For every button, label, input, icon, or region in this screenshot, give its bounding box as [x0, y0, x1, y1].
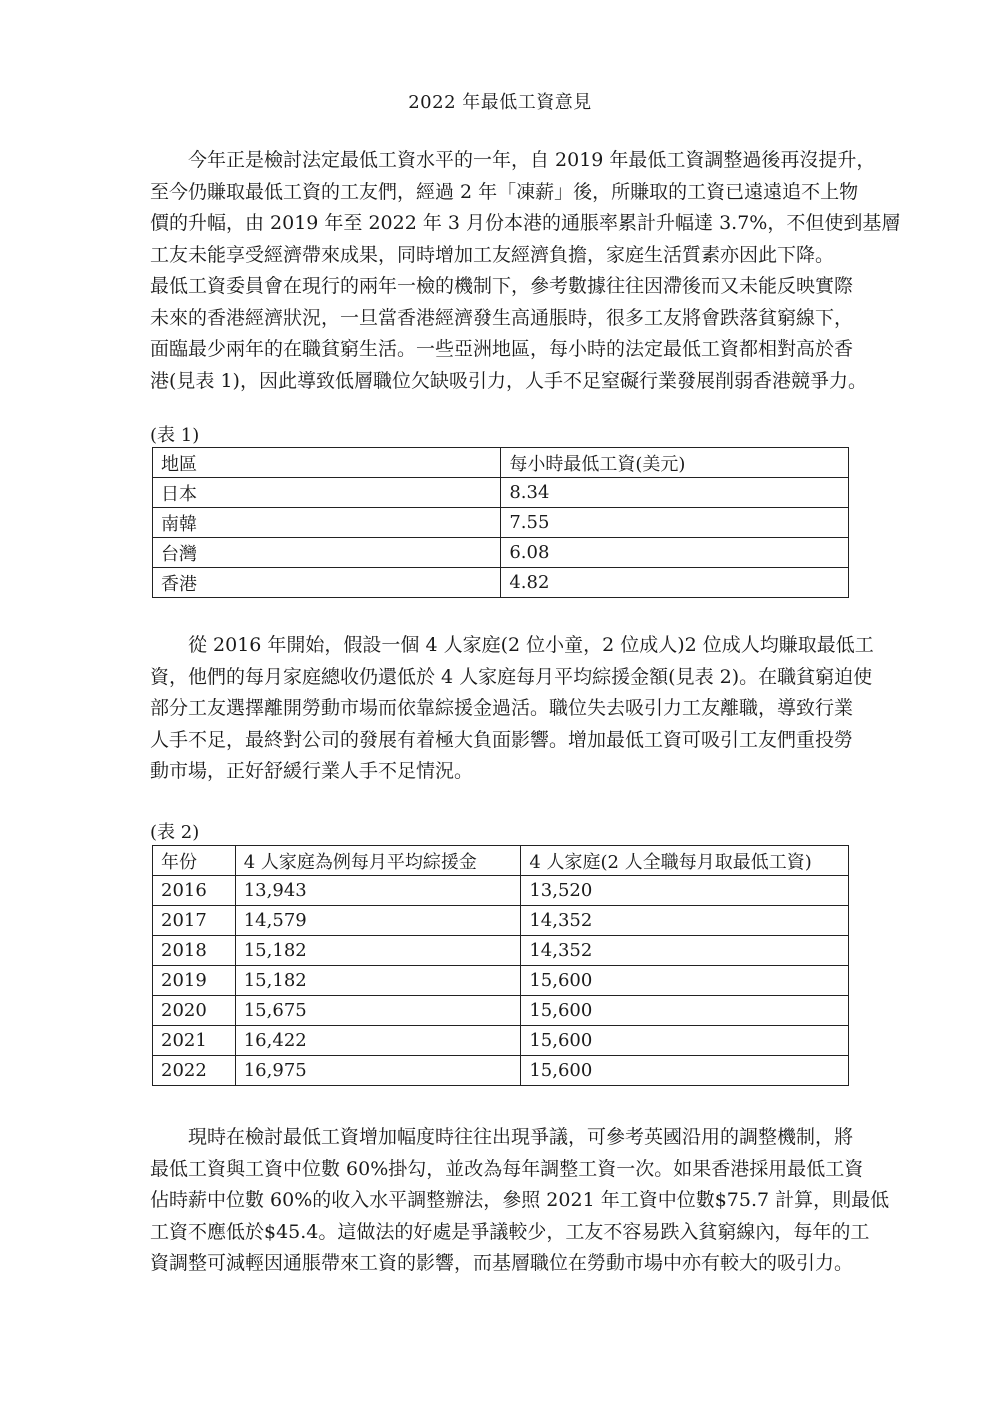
- table-row: [153, 966, 849, 996]
- table-cell: 2020: [153, 996, 236, 1026]
- table-cell: 2019: [153, 966, 236, 996]
- table-cell: 香港: [153, 568, 501, 598]
- text-line: 資，他們的每月家庭總收仍還低於 4 人家庭每月平均綜援金額(見表 2)。在職貧窮迫使: [150, 665, 873, 688]
- text-line: 從 2016 年開始，假設一個 4 人家庭(2 位小童，2 位成人)2 位成人均賺取最低工: [150, 634, 874, 656]
- table2-cssa-vs-min-wage: [152, 845, 849, 1086]
- table-cell: 台灣: [153, 538, 501, 568]
- table-row: [153, 508, 849, 538]
- text-line: 至今仍賺取最低工資的工友們，經過 2 年「凍薪」後，所賺取的工資已遠遠追不上物: [150, 180, 859, 203]
- text-line: 最低工資委員會在現行的兩年一檢的機制下，參考數據往往因滯後而又未能反映實際: [150, 275, 854, 297]
- table1-min-wage-by-region: [152, 447, 849, 598]
- table-cell: 2017: [153, 906, 236, 936]
- table-header-row: [153, 846, 849, 876]
- table-cell: 15,600: [521, 966, 849, 996]
- table-cell: 15,600: [521, 1056, 849, 1086]
- table-row: [153, 936, 849, 966]
- table-cell: 南韓: [153, 508, 501, 538]
- table-cell: 13,520: [521, 876, 849, 906]
- table-header-row: [153, 448, 849, 478]
- table-cell: 7.55: [501, 508, 849, 538]
- text-line: 港(見表 1)，因此導致低層職位欠缺吸引力，人手不足窒礙行業發展削弱香港競爭力。: [150, 369, 867, 392]
- table-cell: 14,352: [521, 936, 849, 966]
- text-line: 工友未能享受經濟帶來成果，同時增加工友經濟負擔，家庭生活質素亦因此下降。: [150, 243, 835, 266]
- table-cell: 15,600: [521, 996, 849, 1026]
- table-header-cell: 年份: [153, 846, 236, 876]
- table-cell: 16,975: [235, 1056, 521, 1086]
- table-cell: 14,579: [235, 906, 521, 936]
- table-cell: 2016: [153, 876, 236, 906]
- text-line: 價的升幅，由 2019 年至 2022 年 3 月份本港的通脹率累計升幅達 3.7%，不但使到基層: [150, 212, 901, 234]
- table-header-cell: 地區: [153, 448, 501, 478]
- table-row: [153, 568, 849, 598]
- table-header-cell: 4 人家庭為例每月平均綜援金: [235, 846, 521, 876]
- table-row: [153, 906, 849, 936]
- table-row: [153, 1026, 849, 1056]
- document-title: 2022 年最低工資意見: [408, 92, 592, 113]
- text-line: 動市場，正好舒緩行業人手不足情況。: [150, 760, 474, 782]
- table-cell: 6.08: [501, 538, 849, 568]
- table-row: [153, 538, 849, 568]
- table-cell: 2018: [153, 936, 236, 966]
- table-cell: 13,943: [235, 876, 521, 906]
- table-cell: 16,422: [235, 1026, 521, 1056]
- text-line: 佔時薪中位數 60%的收入水平調整辦法，參照 2021 年工資中位數$75.7 計算，則最低: [150, 1189, 890, 1211]
- table2-caption: (表 2): [150, 822, 200, 843]
- table-header-cell: 4 人家庭(2 人全職每月取最低工資): [521, 846, 849, 876]
- table-row: [153, 478, 849, 508]
- text-line: 資調整可減輕因通脹帶來工資的影響，而基層職位在勞動市場中亦有較大的吸引力。: [150, 1252, 854, 1274]
- text-line: 工資不應低於$45.4。這做法的好處是爭議較少，工友不容易跌入貧窮線內，每年的工: [150, 1220, 870, 1243]
- text-line: 現時在檢討最低工資增加幅度時往往出現爭議，可參考英國沿用的調整機制，將: [150, 1126, 854, 1148]
- table-row: [153, 876, 849, 906]
- table-cell: 2022: [153, 1056, 236, 1086]
- text-line: 未來的香港經濟狀況，一旦當香港經濟發生高通脹時，很多工友將會跌落貧窮線下，: [150, 306, 854, 329]
- table-cell: 2021: [153, 1026, 236, 1056]
- text-line: 部分工友選擇離開勞動市場而依靠綜援金過活。職位失去吸引力工友離職，導致行業: [150, 697, 854, 719]
- table-cell: 8.34: [501, 478, 849, 508]
- table-cell: 15,182: [235, 966, 521, 996]
- table-row: [153, 996, 849, 1026]
- table-row: [153, 1056, 849, 1086]
- paragraph-family-income: [150, 630, 910, 788]
- table-cell: 4.82: [501, 568, 849, 598]
- table-cell: 15,182: [235, 936, 521, 966]
- table-cell: 14,352: [521, 906, 849, 936]
- text-line: 面臨最少兩年的在職貧窮生活。一些亞洲地區，每小時的法定最低工資都相對高於香: [150, 338, 854, 360]
- table-header-cell: 每小時最低工資(美元): [501, 448, 849, 478]
- table1-caption: (表 1): [150, 425, 200, 446]
- text-line: 人手不足，最終對公司的發展有着極大負面影響。增加最低工資可吸引工友們重投勞: [150, 728, 854, 751]
- table-cell: 日本: [153, 478, 501, 508]
- table-cell: 15,675: [235, 996, 521, 1026]
- text-line: 今年正是檢討法定最低工資水平的一年，自 2019 年最低工資調整過後再沒提升，: [150, 149, 876, 171]
- table-cell: 15,600: [521, 1026, 849, 1056]
- paragraph-intro: [150, 145, 910, 397]
- paragraph-uk-mechanism: [150, 1122, 910, 1280]
- text-line: 最低工資與工資中位數 60%掛勾，並改為每年調整工資一次。如果香港採用最低工資: [150, 1157, 864, 1180]
